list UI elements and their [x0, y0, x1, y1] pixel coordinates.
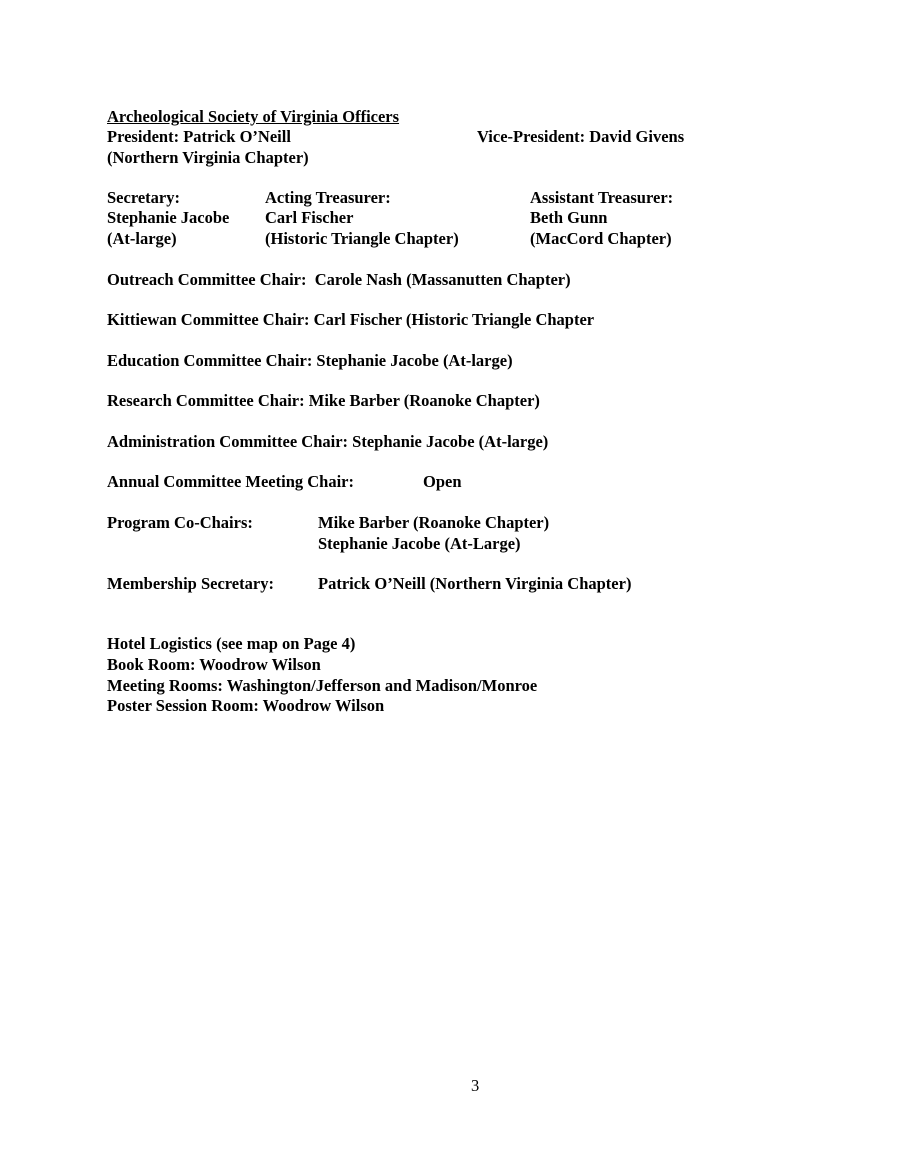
secretary-title: Secretary: — [107, 188, 180, 207]
education-committee-chair: Education Committee Chair: Stephanie Jacobe (At-large) — [107, 351, 513, 370]
membership-secretary-label: Membership Secretary: — [107, 574, 274, 593]
assistant-treasurer-name: Beth Gunn — [530, 208, 608, 227]
membership-secretary-value: Patrick O’Neill (Northern Virginia Chapter) — [318, 574, 632, 593]
hotel-logistics-heading: Hotel Logistics (see map on Page 4) — [107, 634, 356, 653]
administration-committee-chair: Administration Committee Chair: Stephanie Jacobe (At-large) — [107, 432, 549, 451]
poster-room-line: Poster Session Room: Woodrow Wilson — [107, 696, 385, 715]
program-cochair-name: Mike Barber (Roanoke Chapter) — [318, 513, 550, 532]
secretary-chapter: (At-large) — [107, 229, 177, 248]
vice-president-label: Vice-President: David Givens — [477, 127, 685, 146]
annual-meeting-chair-label: Annual Committee Meeting Chair: — [107, 472, 355, 491]
president-label: President: Patrick O’Neill — [107, 127, 291, 146]
acting-treasurer-chapter: (Historic Triangle Chapter) — [265, 229, 459, 248]
president-chapter: (Northern Virginia Chapter) — [107, 148, 309, 167]
secretary-name: Stephanie Jacobe — [107, 208, 230, 227]
annual-meeting-chair-value: Open — [423, 472, 462, 491]
acting-treasurer-title: Acting Treasurer: — [265, 188, 391, 207]
book-room-line: Book Room: Woodrow Wilson — [107, 655, 321, 674]
assistant-treasurer-chapter: (MacCord Chapter) — [530, 229, 672, 248]
page-number: 3 — [471, 1076, 480, 1095]
research-committee-chair: Research Committee Chair: Mike Barber (Roanoke Chapter) — [107, 391, 540, 410]
section-title: Archeological Society of Virginia Officers — [107, 107, 400, 126]
acting-treasurer-name: Carl Fischer — [265, 208, 354, 227]
assistant-treasurer-title: Assistant Treasurer: — [530, 188, 674, 207]
outreach-committee-chair: Outreach Committee Chair: Carole Nash (Massanutten Chapter) — [107, 270, 571, 289]
program-cochair-name: Stephanie Jacobe (At-Large) — [318, 534, 521, 553]
kittiewan-committee-chair: Kittiewan Committee Chair: Carl Fischer (Historic Triangle Chapter — [107, 310, 595, 329]
program-cochairs-label: Program Co-Chairs: — [107, 513, 253, 532]
meeting-rooms-line: Meeting Rooms: Washington/Jefferson and Madison/Monroe — [107, 676, 538, 695]
